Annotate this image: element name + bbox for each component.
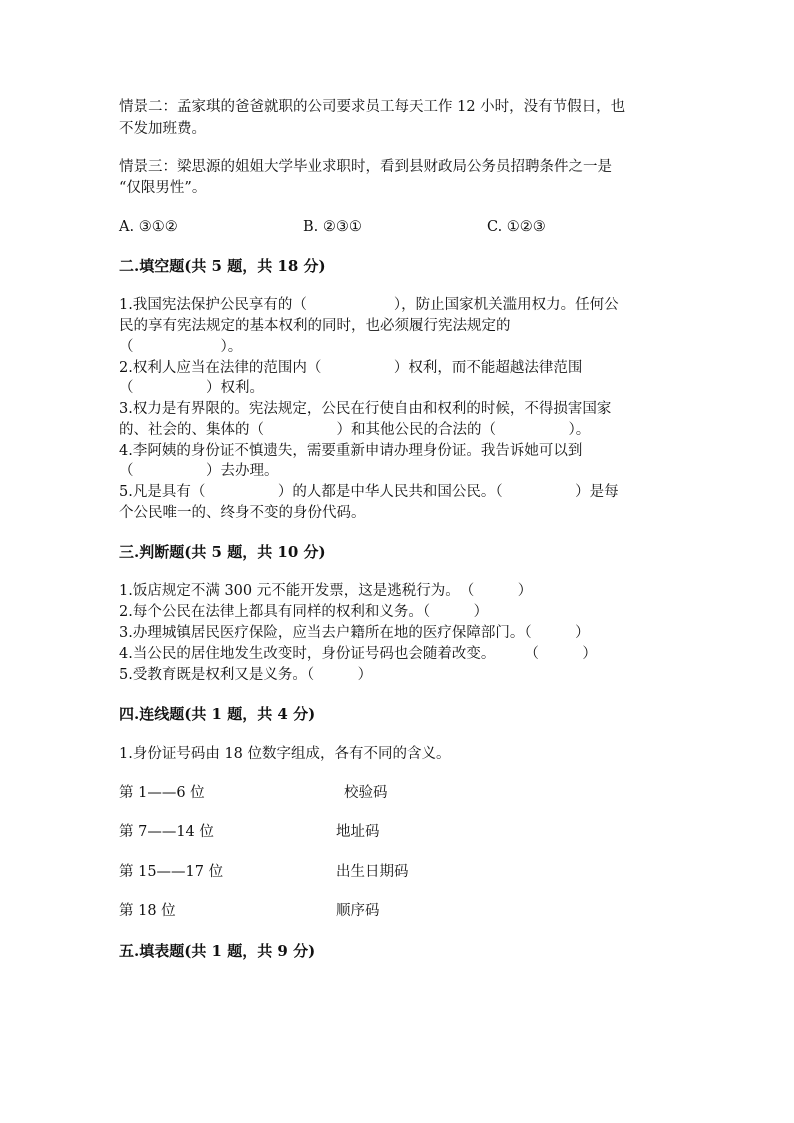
scenario-3-line-2: “仅限男性”。: [119, 180, 207, 196]
fill-line-8: 4.李阿姨的身份证不慎遗失，需要重新申请办理身份证。我告诉她可以到: [119, 443, 583, 459]
option-b: B. ②③①: [303, 219, 362, 235]
scenario-3-line-1: 情景三：梁思源的姐姐大学毕业求职时，看到县财政局公务员招聘条件之一是: [119, 159, 612, 175]
match-right-4: 顺序码: [336, 903, 380, 919]
scenario-2-line-2: 不发加班费。: [119, 121, 206, 137]
fill-line-5: （ ）权利。: [119, 380, 264, 396]
fill-line-9: （ ）去办理。: [119, 463, 279, 479]
judge-line-5: 5.受教育既是权利又是义务。（ ）: [119, 667, 373, 683]
match-right-3: 出生日期码: [336, 864, 409, 880]
fill-line-11: 个公民唯一的、终身不变的身份代码。: [119, 505, 366, 521]
fill-line-2: 民的享有宪法规定的基本权利的同时，也必须履行宪法规定的: [119, 318, 511, 334]
match-left-3: 第 15——17 位: [119, 864, 224, 880]
judge-line-1: 1.饭店规定不满 300 元不能开发票，这是逃税行为。 （ ）: [119, 583, 533, 599]
section-4-heading: 四.连线题(共 1 题，共 4 分): [119, 705, 316, 723]
fill-line-4: 2.权利人应当在法律的范围内（ ）权利，而不能超越法律范围: [119, 360, 583, 376]
match-left-4: 第 18 位: [119, 903, 176, 919]
match-left-2: 第 7——14 位: [119, 824, 214, 840]
fill-line-7: 的、社会的、集体的（ ）和其他公民的合法的（ ）。: [119, 422, 591, 438]
match-right-2: 地址码: [336, 824, 380, 840]
option-c: C. ①②③: [487, 219, 546, 235]
judge-line-3: 3.办理城镇居民医疗保险，应当去户籍所在地的医疗保障部门。（ ）: [119, 625, 590, 641]
match-right-1: 校验码: [344, 785, 388, 801]
fill-line-1: 1.我国宪法保护公民享有的（ ），防止国家机关滥用权力。任何公: [119, 297, 619, 313]
scenario-2-line-1: 情景二：孟家琪的爸爸就职的公司要求员工每天工作 12 小时，没有节假日，也: [119, 99, 626, 115]
match-left-1: 第 1——6 位: [119, 785, 205, 801]
option-a: A. ③①②: [119, 219, 178, 235]
section-2-heading: 二.填空题(共 5 题，共 18 分): [119, 257, 326, 275]
judge-line-4: 4.当公民的居住地发生改变时，身份证号码也会随着改变。 （ ）: [119, 646, 597, 662]
section-5-heading: 五.填表题(共 1 题，共 9 分): [119, 942, 316, 960]
fill-line-6: 3.权力是有界限的。宪法规定，公民在行使自由和权利的时候，不得损害国家: [119, 401, 612, 417]
fill-line-3: （ ）。: [119, 339, 243, 355]
fill-line-10: 5.凡是具有（ ）的人都是中华人民共和国公民。（ ）是每: [119, 484, 619, 500]
match-question: 1.身份证号码由 18 位数字组成，各有不同的含义。: [119, 746, 451, 762]
section-3-heading: 三.判断题(共 5 题，共 10 分): [119, 543, 326, 561]
judge-line-2: 2.每个公民在法律上都具有同样的权利和义务。（ ）: [119, 604, 489, 620]
